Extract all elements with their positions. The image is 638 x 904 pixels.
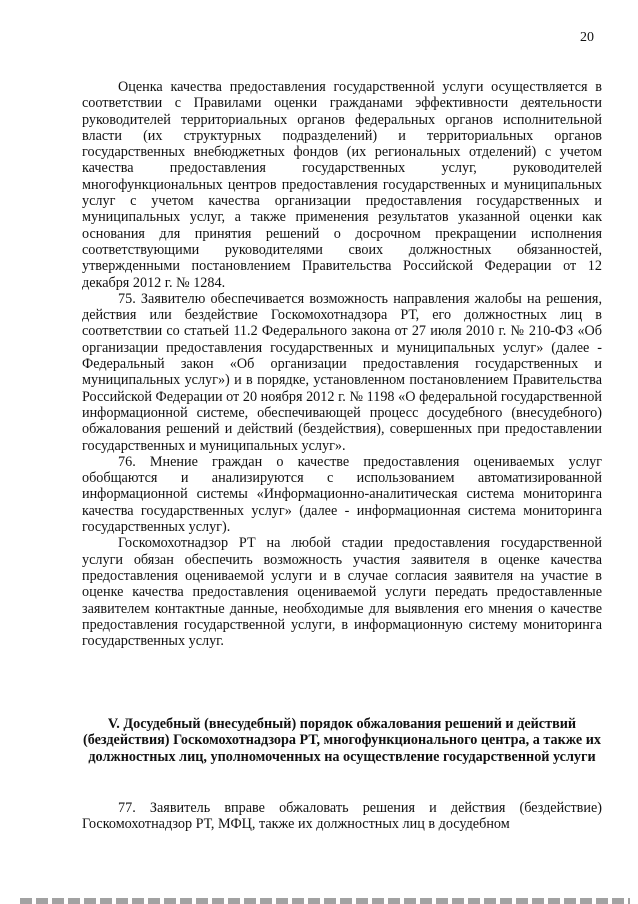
paragraph-76: 76. Мнение граждан о качестве предоставления оцениваемых услуг обобщаются и анализируются с использованием автоматизированной информационной системы «Информационно-аналитическая система мониторинга качества государственных услуг» (далее - информационная система мониторинга государственных услуг).: [82, 453, 602, 536]
main-text: [82, 79, 602, 649]
paragraph-participation: Госкомохотнадзор РТ на любой стадии предоставления государственной услуги обязан обеспечить возможность участия заявителя в оценке качества предоставления оцениваемой услуги и в случае согласия заявителя на участие в оценке качества предоставления оцениваемой услуги передать предоставленные заявителем контактные данные, необходимые для выявления его мнения о качестве предоставления государственной услуги, в информационную систему мониторинга государственных услуг.: [82, 535, 602, 650]
paragraph-75: 75. Заявителю обеспечивается возможность направления жалобы на решения, действия или бездействие Госкомохотнадзора РТ, его должностных лиц в соответствии со статьей 11.2 Федерального закона от 27 июля 2010 г. № 210-ФЗ «Об организации предоставления государственных и муниципальных услуг» (далее - Федеральный закон «Об организации предоставления государственных и муниципальных услуг») и в порядке, установленном постановлением Правительства Российской Федерации от 20 ноября 2012 г. № 1198 «О федеральной государственной информационной системе, обеспечивающей процесс досудебного (внесудебного) обжалования решений и действий (бездействия), совершенных при предоставлении государственных и муниципальных услуг».: [82, 290, 602, 454]
section-heading: V. Досудебный (внесудебный) порядок обжалования решений и действий (бездействия) Госкомохотнадзора РТ, многофункционального центра, а также их должностных лиц, уполномоченных на осуществление государственной услуги: [83, 716, 601, 765]
scan-bottom-edge: [20, 898, 630, 904]
page-number: 20: [580, 30, 594, 45]
tail-text: [82, 800, 602, 833]
paragraph-77: 77. Заявитель вправе обжаловать решения и действия (бездействие) Госкомохотнадзор РТ, МФЦ, также их должностных лиц в досудебном: [82, 800, 602, 833]
paragraph-quality-assessment: Оценка качества предоставления государственной услуги осуществляется в соответствии с Правилами оценки гражданами эффективности деятельности руководителей территориальных органов федеральных органов исполнительной власти (их структурных подразделений) и территориальных органов государственных внебюджетных фондов (их региональных отделений) с учетом качества предоставления государственных услуг, руководителей многофункциональных центров предоставления государственных и муниципальных услуг с учетом качества организации предоставления государственных и муниципальных услуг, а также применения результатов указанной оценки как основания для принятия решений о досрочном прекращении исполнения соответствующими руководителями своих должностных обязанностей, утвержденными постановлением Правительства Российской Федерации от 12 декабря 2012 г. № 1284.: [82, 79, 602, 291]
